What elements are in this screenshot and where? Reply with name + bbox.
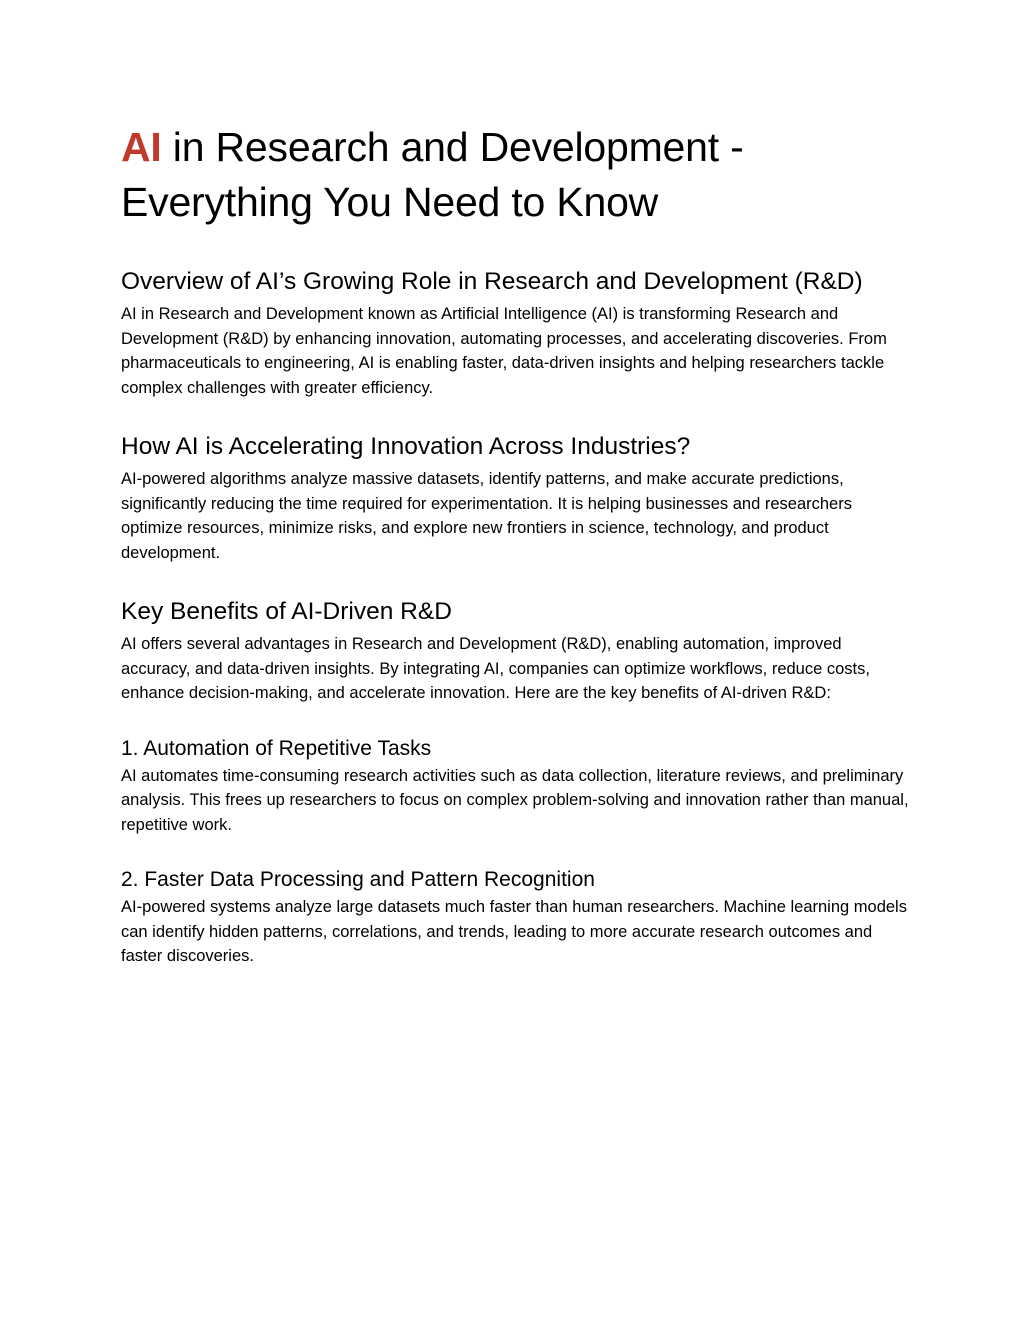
section-paragraph: AI in Research and Development known as Artificial Intelligence (AI) is transforming Research and Development (R&D) by enhancing innovation, automating processes, and accelerating discoveries. From pharmaceuticals to engineering, AI is enabling faster, data-driven insights and helping researchers tackle complex challenges with greater efficiency. (121, 305, 887, 397)
page-title (121, 120, 911, 230)
section-innovation (121, 431, 911, 565)
benefit-data-processing (121, 866, 911, 969)
section-paragraph: AI-powered algorithms analyze massive datasets, identify patterns, and make accurate predictions, significantly reducing the time required for experimentation. It is helping businesses and researchers optimize resources, minimize risks, and explore new frontiers in science, technology, and product development. (121, 470, 852, 562)
section-heading: Overview of AI’s Growing Role in Research and Development (R&D) (121, 268, 863, 295)
section-key-benefits (121, 596, 911, 706)
title-accent: AI (121, 124, 162, 170)
benefit-paragraph: AI automates time-consuming research activities such as data collection, literature reviews, and preliminary analysis. This frees up researchers to focus on complex problem-solving and innovation rather than manual, repetitive work. (121, 766, 909, 834)
title-text: in Research and Development - Everything You Need to Know (121, 124, 744, 225)
document-page (121, 120, 911, 969)
benefit-automation (121, 735, 911, 838)
section-paragraph: AI offers several advantages in Research and Development (R&D), enabling automation, improved accuracy, and data-driven insights. By integrating AI, companies can optimize workflows, reduce costs, enhance decision-making, and accelerate innovation. Here are the key benefits of AI-driven R&D: (121, 635, 870, 702)
section-heading: How AI is Accelerating Innovation Across Industries? (121, 433, 691, 460)
benefit-heading: 2. Faster Data Processing and Pattern Recognition (121, 868, 595, 891)
section-overview (121, 266, 911, 400)
benefit-paragraph: AI-powered systems analyze large datasets much faster than human researchers. Machine learning models can identify hidden patterns, correlations, and trends, leading to more accurate research outcomes and faster discoveries. (121, 898, 907, 965)
benefit-heading: 1. Automation of Repetitive Tasks (121, 736, 432, 760)
section-heading: Key Benefits of AI-Driven R&D (121, 598, 452, 625)
